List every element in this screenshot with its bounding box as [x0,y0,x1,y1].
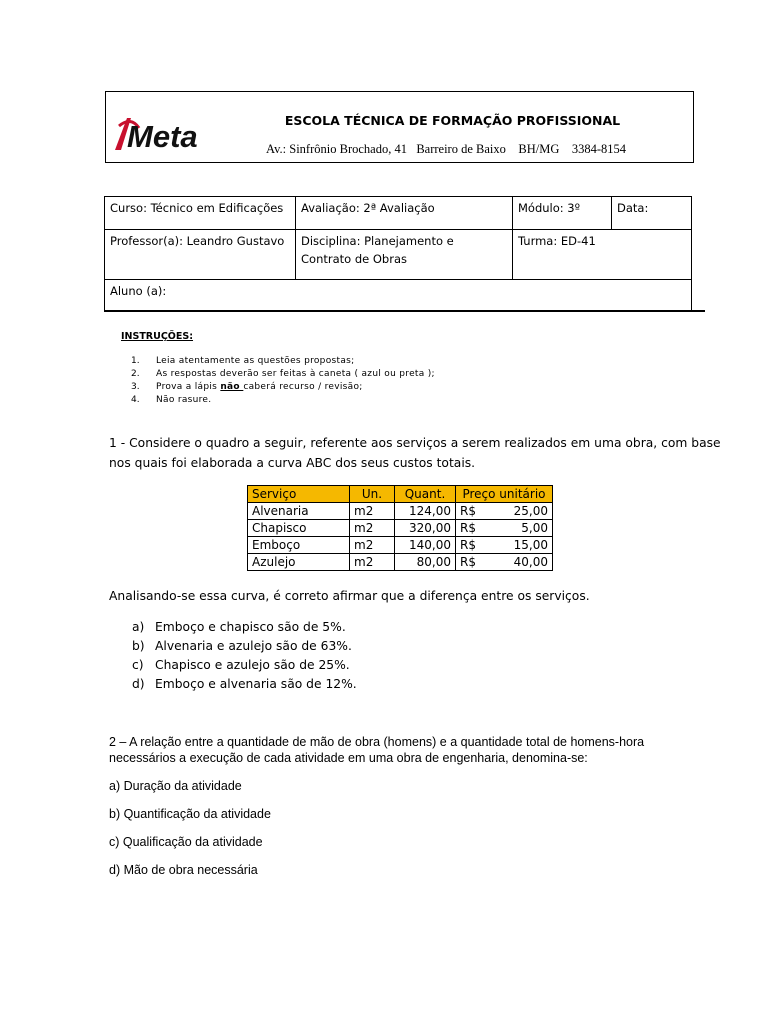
cell-unit: m2 [350,503,395,520]
professor-cell: Professor(a): Leandro Gustavo [105,230,296,280]
table-header-row [248,486,553,503]
school-logo [113,114,213,152]
cell-unit: m2 [350,520,395,537]
option-text: Alvenaria e azulejo são de 63%. [155,639,352,653]
cell-price [456,537,553,554]
services-table [247,485,553,571]
cell-price [456,554,553,571]
instruction-text-underlined: não [220,382,244,392]
currency: R$ [460,538,476,552]
table-row [248,554,553,571]
cell-quantity: 320,00 [395,520,456,537]
option-text: Chapisco e azulejo são de 25%. [155,658,350,672]
cell-service: Chapisco [248,520,350,537]
cell-unit: m2 [350,554,395,571]
discipline-cell: Disciplina: Planejamento e Contrato de Obras [296,230,513,280]
cell-service: Alvenaria [248,503,350,520]
option-letter: a) [132,620,145,634]
instruction-item: As respostas deverão ser feitas à caneta ( azul ou preta ); [156,369,435,379]
currency: R$ [460,555,476,569]
module-cell: Módulo: 3º [513,197,612,230]
logo-text: Meta [127,119,198,152]
header-unit: Un. [350,486,395,503]
question-2-line-1: 2 – A relação entre a quantidade de mão de obra (homens) e a quantidade total de homens-hora [109,735,645,749]
question-2-line-2: necessários a execução de cada atividade em uma obra de engenharia, denomina-se: [109,751,588,765]
question-1-statement: Analisando-se essa curva, é correto afirmar que a diferença entre os serviços. [109,589,590,603]
table-row [248,503,553,520]
school-name: ESCOLA TÉCNICA DE FORMAÇÃO PROFISSIONAL [284,113,621,128]
class-cell: Turma: ED-41 [513,230,692,280]
cell-service: Azulejo [248,554,350,571]
instruction-number: 1. [131,356,140,366]
option-text: Emboço e chapisco são de 5%. [155,620,346,634]
divider [104,310,705,312]
question-1-line-2: nos quais foi elaborada a curva ABC dos seus custos totais. [109,456,476,470]
price-value: 15,00 [513,538,548,552]
exam-info-table [104,196,692,311]
instruction-item: Leia atentamente as questões propostas; [156,356,355,366]
currency: R$ [460,504,476,518]
currency: R$ [460,521,476,535]
date-cell: Data: [612,197,692,230]
instruction-item [156,382,363,392]
table-row [248,520,553,537]
header-quantity: Quant. [395,486,456,503]
student-cell: Aluno (a): [105,280,692,311]
question-2-option: c) Qualificação da atividade [109,835,263,849]
option-letter: b) [132,639,145,653]
instructions-title: INSTRUÇÕES: [121,331,194,342]
instruction-item: Não rasure. [156,395,212,405]
question-1-line-1: 1 - Considere o quadro a seguir, referente aos serviços a serem realizados em uma obra, com base [109,436,721,450]
question-2-option: a) Duração da atividade [109,779,242,793]
evaluation-cell: Avaliação: 2ª Avaliação [296,197,513,230]
question-2-option: d) Mão de obra necessária [109,863,258,877]
option-letter: c) [132,658,144,672]
cell-quantity: 124,00 [395,503,456,520]
cell-unit: m2 [350,537,395,554]
price-value: 5,00 [521,521,548,535]
cell-quantity: 140,00 [395,537,456,554]
school-address: Av.: Sinfrônio Brochado, 41 Barreiro de Baixo BH/MG 3384-8154 [266,142,627,156]
price-value: 25,00 [513,504,548,518]
table-row [248,537,553,554]
instruction-number: 4. [131,395,140,405]
course-cell: Curso: Técnico em Edificações [105,197,296,230]
cell-service: Emboço [248,537,350,554]
header-unit-price: Preço unitário [456,486,553,503]
question-2-option: b) Quantificação da atividade [109,807,271,821]
instruction-number: 3. [131,382,140,392]
option-text: Emboço e alvenaria são de 12%. [155,677,357,691]
cell-price [456,503,553,520]
cell-price [456,520,553,537]
instruction-text-pre: Prova a lápis [156,382,221,392]
cell-quantity: 80,00 [395,554,456,571]
instruction-text-post: caberá recurso / revisão; [243,382,363,392]
option-letter: d) [132,677,145,691]
instruction-number: 2. [131,369,140,379]
price-value: 40,00 [513,555,548,569]
header-service: Serviço [248,486,350,503]
